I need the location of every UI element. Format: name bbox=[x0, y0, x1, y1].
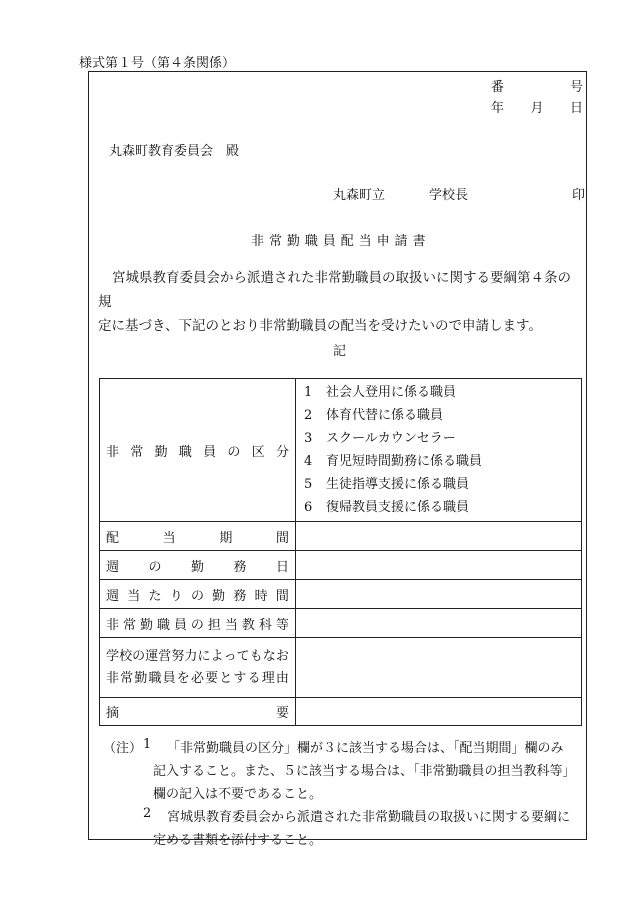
label-char: 力 bbox=[184, 648, 198, 664]
subject-value-cell[interactable] bbox=[296, 609, 582, 638]
label-char: も bbox=[249, 648, 263, 664]
label-char: て bbox=[236, 648, 250, 664]
category-list bbox=[304, 381, 573, 519]
label-char: 間 bbox=[275, 530, 289, 546]
note-1-number: 1 bbox=[143, 737, 152, 752]
note-2-line-2: 定める書類を添付すること。 bbox=[153, 833, 323, 848]
label-char: 非 bbox=[106, 670, 120, 686]
application-table bbox=[99, 378, 582, 726]
note-heading: （注） bbox=[103, 741, 143, 756]
label-char: 理 bbox=[261, 670, 275, 686]
label-char: な bbox=[262, 648, 276, 664]
label-char: 週 bbox=[106, 588, 120, 604]
label-char: す bbox=[233, 670, 247, 686]
label-char: 勤 bbox=[134, 670, 148, 686]
label-char: 担 bbox=[207, 617, 221, 633]
category-text: 社会人登用に係る職員 bbox=[326, 385, 457, 400]
hours-value-cell[interactable] bbox=[296, 580, 582, 609]
list-item bbox=[304, 427, 573, 450]
period-label-cell bbox=[100, 522, 296, 551]
remarks-label-cell bbox=[100, 698, 296, 726]
table-row bbox=[100, 698, 582, 726]
label-char: を bbox=[176, 670, 190, 686]
label-char: 科 bbox=[258, 617, 272, 633]
label-char: 要 bbox=[275, 706, 289, 721]
label-char: 非 bbox=[106, 617, 120, 633]
category-list-cell bbox=[296, 379, 582, 522]
category-number: 5 bbox=[304, 477, 313, 492]
label-char: 職 bbox=[148, 670, 162, 686]
number-label-left: 番 bbox=[491, 80, 505, 95]
label-char: の bbox=[148, 559, 162, 575]
category-text: 復帰教員支援に係る職員 bbox=[326, 500, 470, 515]
body-line-2: 定に基づき、下記のとおり非常勤職員の配当を受けたいので申請します。 bbox=[98, 318, 542, 334]
category-number: 4 bbox=[304, 454, 313, 469]
category-label bbox=[106, 441, 289, 460]
category-number: 3 bbox=[304, 431, 313, 446]
label-char: 当 bbox=[162, 530, 176, 546]
list-item bbox=[304, 404, 573, 427]
label-char: っ bbox=[223, 648, 237, 664]
record-mark: 記 bbox=[333, 344, 347, 359]
label-char: 配 bbox=[106, 530, 120, 546]
label-char: 必 bbox=[190, 670, 204, 686]
body-paragraph bbox=[98, 266, 578, 338]
label-char: 運 bbox=[145, 648, 159, 664]
category-text: 生徒指導支援に係る職員 bbox=[326, 477, 470, 492]
label-char: 努 bbox=[171, 648, 185, 664]
document-title: 非常勤職員配当申請書 bbox=[251, 234, 431, 249]
reason-value-cell[interactable] bbox=[296, 638, 582, 698]
number-line bbox=[491, 76, 583, 95]
label-char: 勤 bbox=[154, 444, 168, 460]
category-text: 体育代替に係る職員 bbox=[326, 408, 444, 423]
reason-label-cell bbox=[100, 638, 296, 698]
date-line bbox=[491, 97, 583, 116]
applicant-town: 丸森町立 bbox=[333, 188, 386, 203]
label-char: 常 bbox=[130, 444, 144, 460]
label-char: と bbox=[219, 670, 233, 686]
label-char: 営 bbox=[158, 648, 172, 664]
table-row bbox=[100, 580, 582, 609]
seal-mark: 印 bbox=[572, 188, 586, 203]
label-char: 当 bbox=[127, 588, 141, 604]
reason-label-line-1 bbox=[106, 646, 289, 668]
label-char: 勤 bbox=[190, 559, 204, 575]
date-day: 日 bbox=[569, 101, 583, 116]
hours-label bbox=[106, 585, 289, 604]
label-char: よ bbox=[210, 648, 224, 664]
workday-label bbox=[106, 556, 289, 575]
list-item bbox=[304, 496, 573, 519]
category-text: 育児短時間勤務に係る職員 bbox=[326, 454, 483, 469]
note-1-line-1: 「非常勤職員の区分」欄が３に該当する場合は、「配当期間」欄のみ bbox=[167, 741, 564, 756]
label-char: の bbox=[190, 588, 204, 604]
note-1-line-2: 記入すること。また、５に該当する場合は、「非常勤職員の担当教科等」 bbox=[153, 764, 576, 779]
label-char: 摘 bbox=[106, 706, 120, 721]
table-row bbox=[100, 638, 582, 698]
label-char: 日 bbox=[275, 559, 289, 575]
category-number: 6 bbox=[304, 500, 313, 515]
remarks-label bbox=[106, 702, 289, 721]
label-char: 職 bbox=[178, 444, 192, 460]
label-char: た bbox=[148, 588, 162, 604]
category-text: スクールカウンセラー bbox=[326, 431, 456, 446]
label-char: 員 bbox=[203, 444, 217, 460]
label-char: 職 bbox=[156, 617, 170, 633]
label-char: に bbox=[197, 648, 211, 664]
period-label bbox=[106, 527, 289, 546]
label-char: 当 bbox=[224, 617, 238, 633]
label-char: 勤 bbox=[139, 617, 153, 633]
label-char: 校 bbox=[119, 648, 133, 664]
addressee: 丸森町教育委員会 殿 bbox=[109, 144, 240, 159]
list-item bbox=[304, 473, 573, 496]
subject-label bbox=[106, 614, 289, 633]
subject-label-cell bbox=[100, 609, 296, 638]
date-month: 月 bbox=[530, 101, 544, 116]
label-char: る bbox=[247, 670, 261, 686]
label-char: 間 bbox=[275, 588, 289, 604]
note-1-line-3: 欄の記入は不要であること。 bbox=[153, 787, 323, 802]
label-char: お bbox=[275, 648, 289, 664]
applicant-principal: 学校長 bbox=[429, 188, 469, 203]
date-year: 年 bbox=[491, 101, 505, 116]
label-char: 分 bbox=[275, 444, 289, 460]
label-char: 務 bbox=[233, 588, 247, 604]
form-id: 様式第１号（第４条関係） bbox=[79, 56, 236, 71]
label-char: 務 bbox=[233, 559, 247, 575]
table-row bbox=[100, 522, 582, 551]
label-char: 期 bbox=[219, 530, 233, 546]
category-number: 2 bbox=[304, 408, 313, 423]
label-char: 由 bbox=[275, 670, 289, 686]
label-char: り bbox=[169, 588, 183, 604]
note-2-number: 2 bbox=[143, 806, 152, 821]
period-value-cell[interactable] bbox=[296, 522, 582, 551]
label-char: の bbox=[190, 617, 204, 633]
label-char: 学 bbox=[106, 648, 120, 664]
label-char: 非 bbox=[106, 444, 120, 460]
remarks-value-cell[interactable] bbox=[296, 698, 582, 726]
body-line-1: 宮城県教育委員会から派遣された非常勤職員の取扱いに関する要綱第４条の規 bbox=[98, 270, 571, 310]
label-char: 員 bbox=[173, 617, 187, 633]
label-char: 時 bbox=[254, 588, 268, 604]
number-label-right: 号 bbox=[569, 80, 583, 95]
label-char: 週 bbox=[106, 559, 120, 575]
workday-label-cell bbox=[100, 551, 296, 580]
table-row bbox=[100, 379, 582, 522]
table-row bbox=[100, 551, 582, 580]
reason-label-line-2 bbox=[106, 668, 289, 690]
label-char: の bbox=[132, 648, 146, 664]
label-char: 教 bbox=[241, 617, 255, 633]
label-char: の bbox=[227, 444, 241, 460]
category-number: 1 bbox=[304, 385, 313, 400]
category-label-cell bbox=[100, 379, 296, 522]
list-item bbox=[304, 450, 573, 473]
label-char: 等 bbox=[275, 617, 289, 633]
label-char: 員 bbox=[162, 670, 176, 686]
label-char: 常 bbox=[122, 617, 136, 633]
hours-label-cell bbox=[100, 580, 296, 609]
application-form bbox=[88, 71, 587, 848]
label-char: 常 bbox=[120, 670, 134, 686]
table-row bbox=[100, 609, 582, 638]
workday-value-cell[interactable] bbox=[296, 551, 582, 580]
label-char: 区 bbox=[251, 444, 265, 460]
label-char: 要 bbox=[205, 670, 219, 686]
label-char: 勤 bbox=[212, 588, 226, 604]
note-2-line-1: 宮城県教育委員会から派遣された非常勤職員の取扱いに関する要綱に bbox=[167, 810, 571, 825]
list-item bbox=[304, 381, 573, 404]
